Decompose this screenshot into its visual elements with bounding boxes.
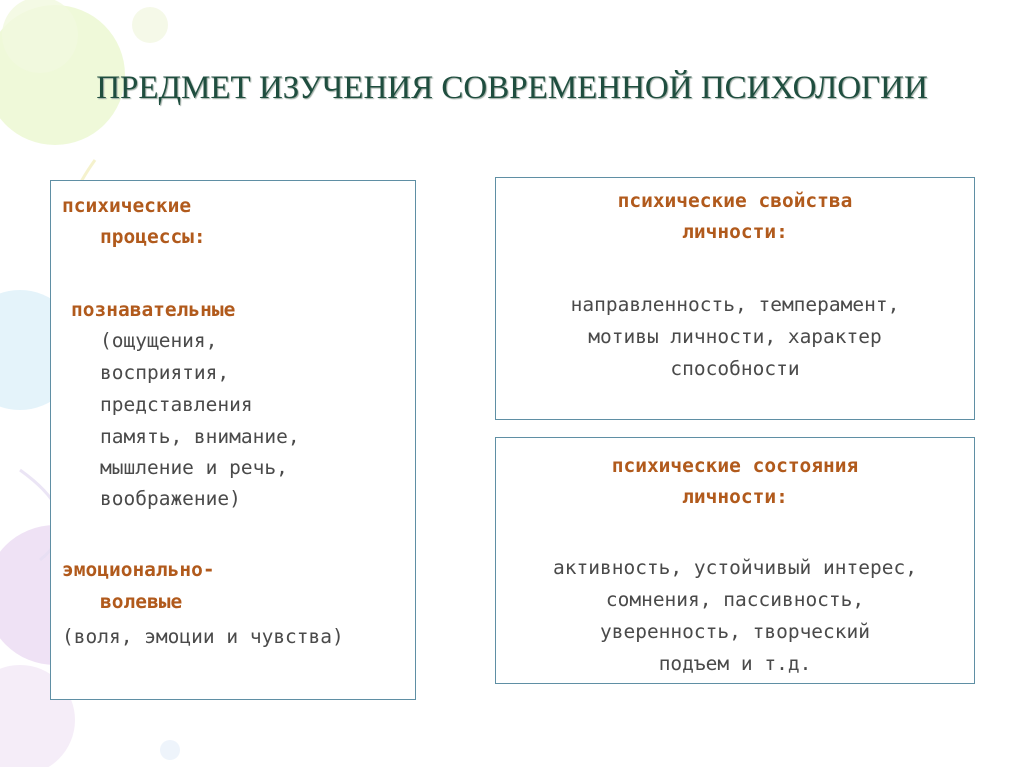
cognitive-heading: познавательные — [71, 298, 236, 321]
traits-item: направленность, темперамент, — [570, 293, 900, 316]
states-heading-line-1: психические состояния — [611, 454, 859, 477]
processes-heading-line-1: психические — [62, 194, 192, 217]
cognitive-item: (ощущения, — [100, 329, 218, 352]
cognitive-item: мышление и речь, — [100, 456, 288, 479]
cognitive-item: память, внимание, — [100, 425, 300, 448]
emotional-heading-line-2: волевые — [100, 590, 183, 613]
mental-processes-box — [50, 180, 416, 700]
states-item: подъем и т.д. — [658, 652, 812, 675]
traits-heading-line-1: психические свойства — [617, 189, 853, 212]
cognitive-item: восприятия, — [100, 361, 230, 384]
traits-item: мотивы личности, характер — [588, 325, 882, 348]
emotional-heading-line-1: эмоционально- — [62, 558, 215, 581]
traits-heading-line-2: личности: — [682, 220, 788, 243]
page-title: ПРЕДМЕТ ИЗУЧЕНИЯ СОВРЕМЕННОЙ ПСИХОЛОГИИ — [96, 70, 928, 106]
emotional-items: (воля, эмоции и чувства) — [62, 625, 344, 648]
states-item: сомнения, пассивность, — [605, 588, 865, 611]
states-heading-line-2: личности: — [682, 485, 788, 508]
personality-traits-box — [495, 177, 975, 420]
cognitive-item: воображение) — [100, 487, 241, 510]
traits-item: способности — [670, 357, 800, 380]
states-item: уверенность, творческий — [599, 620, 871, 643]
states-item: активность, устойчивый интерес, — [553, 556, 917, 579]
cognitive-item: представления — [100, 393, 253, 416]
mental-states-box — [495, 437, 975, 684]
processes-heading-line-2: процессы: — [100, 225, 206, 248]
